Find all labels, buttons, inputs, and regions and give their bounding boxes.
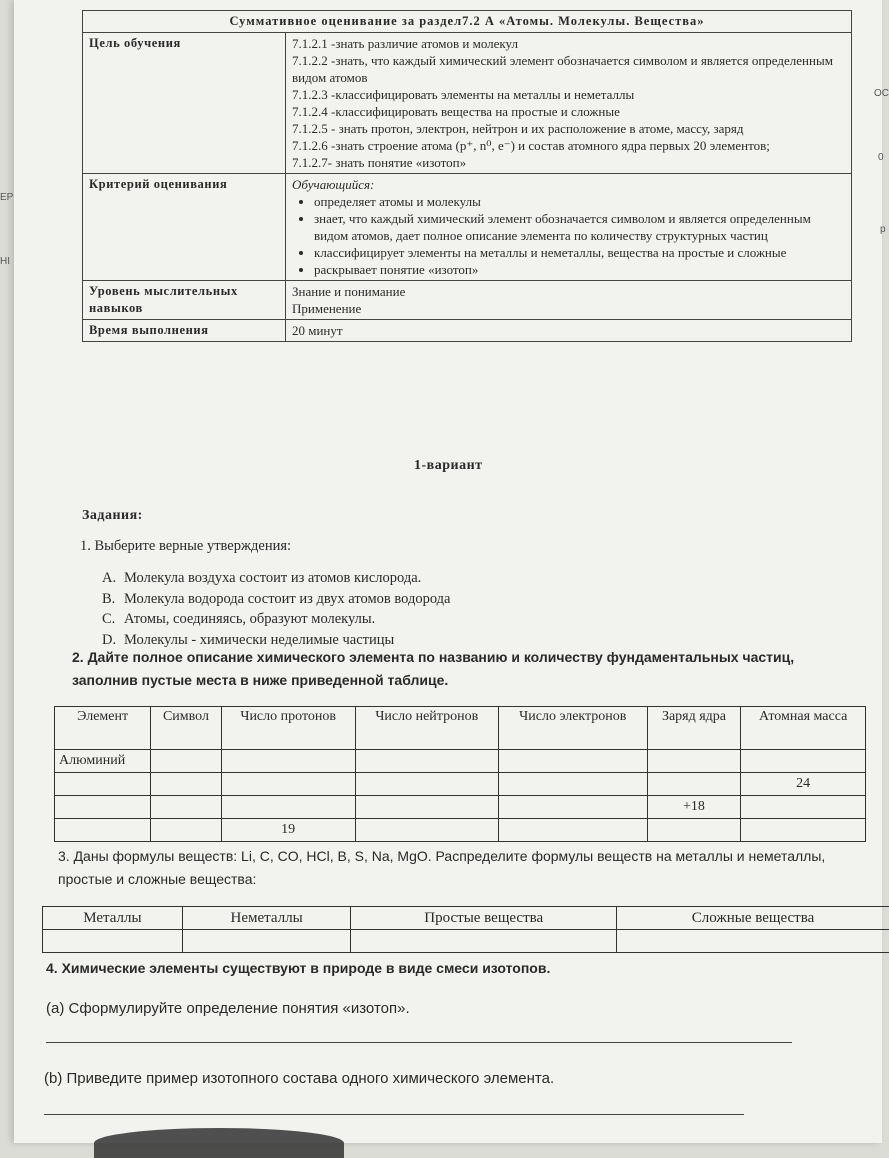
table-cell[interactable] bbox=[498, 796, 647, 819]
option-text: Атомы, соединяясь, образуют молекулы. bbox=[124, 611, 375, 627]
option-text: Молекула водорода состоит из двух атомов водорода bbox=[124, 591, 450, 607]
skill-item: Знание и понимание bbox=[292, 283, 845, 300]
table-cell[interactable] bbox=[221, 773, 355, 796]
answer-line-a[interactable] bbox=[46, 1042, 792, 1043]
question-1: 1. Выберите верные утверждения: bbox=[80, 538, 291, 555]
table-cell[interactable] bbox=[151, 819, 221, 842]
option-letter: B. bbox=[102, 589, 124, 610]
edge-text: 0 bbox=[878, 152, 884, 163]
column-header: Металлы bbox=[43, 907, 183, 930]
column-header: Атомная масса bbox=[741, 707, 866, 750]
column-header: Простые вещества bbox=[351, 907, 617, 930]
edge-text: OC bbox=[874, 88, 889, 99]
table-cell[interactable] bbox=[355, 773, 498, 796]
substances-table bbox=[42, 906, 889, 953]
table-row bbox=[55, 750, 866, 773]
goal-item: 7.1.2.4 -классифицировать вещества на простые и сложные bbox=[292, 103, 845, 120]
skill-item: Применение bbox=[292, 300, 845, 317]
table-cell[interactable]: +18 bbox=[647, 796, 741, 819]
variant-label: 1-вариант bbox=[414, 458, 483, 474]
criteria-head: Обучающийся: bbox=[292, 176, 845, 193]
element-table bbox=[54, 706, 866, 842]
column-header: Неметаллы bbox=[182, 907, 351, 930]
table-cell[interactable]: 24 bbox=[741, 773, 866, 796]
table-cell[interactable] bbox=[221, 750, 355, 773]
table-cell[interactable] bbox=[355, 819, 498, 842]
question-2: 2. Дайте полное описание химического элемента по названию и количеству фундаментальных частиц, заполнив пустые места в ниже приведенной таблице. bbox=[72, 646, 832, 692]
table-cell[interactable] bbox=[151, 796, 221, 819]
criteria-item: • знает, что каждый химический элемент обозначается символом и является определенным видом атомов, дает полное описание элемента по количеству структурных частиц bbox=[314, 210, 845, 244]
table-cell[interactable] bbox=[355, 750, 498, 773]
column-header: Элемент bbox=[55, 707, 151, 750]
goal-list bbox=[286, 33, 852, 174]
criteria-item: • определяет атомы и молекулы bbox=[314, 193, 845, 210]
option-c[interactable] bbox=[102, 609, 450, 630]
table-cell[interactable] bbox=[741, 819, 866, 842]
option-letter: C. bbox=[102, 609, 124, 630]
table-cell[interactable] bbox=[43, 930, 183, 953]
criteria-item: • классифицирует элементы на металлы и неметаллы, вещества на простые и сложные bbox=[314, 244, 845, 261]
table-cell[interactable] bbox=[498, 773, 647, 796]
goal-item: 7.1.2.6 -знать строение атома (p⁺, n⁰, e⁻) и состав атомного ядра первых 20 элементов; bbox=[292, 137, 845, 154]
time-label: Время выполнения bbox=[83, 320, 286, 342]
answer-line-b[interactable] bbox=[44, 1114, 744, 1115]
table-cell[interactable]: Алюминий bbox=[55, 750, 151, 773]
table-cell[interactable] bbox=[498, 819, 647, 842]
table-cell[interactable] bbox=[498, 750, 647, 773]
goal-label: Цель обучения bbox=[83, 33, 286, 174]
table-cell[interactable] bbox=[351, 930, 617, 953]
table-row bbox=[55, 819, 866, 842]
table-cell[interactable] bbox=[617, 930, 889, 953]
question-4a: (a) Сформулируйте определение понятия «изотоп». bbox=[46, 1000, 410, 1017]
skills-label: Уровень мыслительных навыков bbox=[83, 281, 286, 320]
column-header: Число протонов bbox=[221, 707, 355, 750]
table-cell[interactable] bbox=[55, 819, 151, 842]
table-cell[interactable] bbox=[55, 773, 151, 796]
table-cell[interactable]: 19 bbox=[221, 819, 355, 842]
goal-item: 7.1.2.1 -знать различие атомов и молекул bbox=[292, 35, 845, 52]
column-header: Число электронов bbox=[498, 707, 647, 750]
criteria-item: • раскрывает понятие «изотоп» bbox=[314, 261, 845, 278]
edge-text: EP bbox=[0, 192, 13, 203]
criteria-label: Критерий оценивания bbox=[83, 174, 286, 281]
table-row bbox=[55, 796, 866, 819]
skills-cell bbox=[286, 281, 852, 320]
column-header: Сложные вещества bbox=[617, 907, 889, 930]
table-cell[interactable] bbox=[647, 819, 741, 842]
table-cell[interactable] bbox=[647, 750, 741, 773]
option-b[interactable] bbox=[102, 589, 450, 610]
time-value: 20 минут bbox=[286, 320, 852, 342]
tasks-heading: Задания: bbox=[82, 508, 143, 524]
table-cell[interactable] bbox=[221, 796, 355, 819]
goal-item: 7.1.2.3 -классифицировать элементы на металлы и неметаллы bbox=[292, 86, 845, 103]
option-letter: D. bbox=[102, 630, 124, 651]
table-cell[interactable] bbox=[151, 773, 221, 796]
worksheet-page bbox=[14, 0, 882, 1143]
option-letter: A. bbox=[102, 568, 124, 589]
option-a[interactable] bbox=[102, 568, 450, 589]
column-header: Число нейтронов bbox=[355, 707, 498, 750]
question-3: 3. Даны формулы веществ: Li, C, CO, HCl, B, S, Na, MgO. Распределите формулы веществ на металлы и неметаллы, простые и сложные вещества: bbox=[58, 845, 858, 891]
goal-item: 7.1.2.5 - знать протон, электрон, нейтрон и их расположение в атоме, массу, заряд bbox=[292, 120, 845, 137]
option-text: Молекулы - химически неделимые частицы bbox=[124, 632, 394, 648]
option-text: Молекула воздуха состоит из атомов кислорода. bbox=[124, 570, 421, 586]
table-cell[interactable] bbox=[55, 796, 151, 819]
table-cell[interactable] bbox=[741, 796, 866, 819]
table-cell[interactable] bbox=[647, 773, 741, 796]
header-title: Суммативное оценивание за раздел7.2 А «Атомы. Молекулы. Вещества» bbox=[83, 11, 852, 33]
table-cell[interactable] bbox=[182, 930, 351, 953]
table-row bbox=[55, 773, 866, 796]
column-header: Символ bbox=[151, 707, 221, 750]
edge-text: HI bbox=[0, 256, 10, 267]
criteria-list bbox=[292, 193, 845, 278]
finger-shadow bbox=[94, 1128, 344, 1158]
column-header: Заряд ядра bbox=[647, 707, 741, 750]
question-4: 4. Химические элементы существуют в природе в виде смеси изотопов. bbox=[46, 960, 550, 976]
table-cell[interactable] bbox=[741, 750, 866, 773]
table-cell[interactable] bbox=[355, 796, 498, 819]
assessment-header-table bbox=[82, 10, 852, 342]
table-row bbox=[43, 930, 889, 953]
goal-item: 7.1.2.7- знать понятие «изотоп» bbox=[292, 154, 845, 171]
table-cell[interactable] bbox=[151, 750, 221, 773]
question-1-options bbox=[102, 568, 450, 650]
edge-text: р bbox=[880, 224, 886, 235]
criteria-cell bbox=[286, 174, 852, 281]
goal-item: 7.1.2.2 -знать, что каждый химический элемент обозначается символом и является определенным видом атомов bbox=[292, 52, 845, 86]
question-4b: (b) Приведите пример изотопного состава одного химического элемента. bbox=[44, 1070, 554, 1087]
